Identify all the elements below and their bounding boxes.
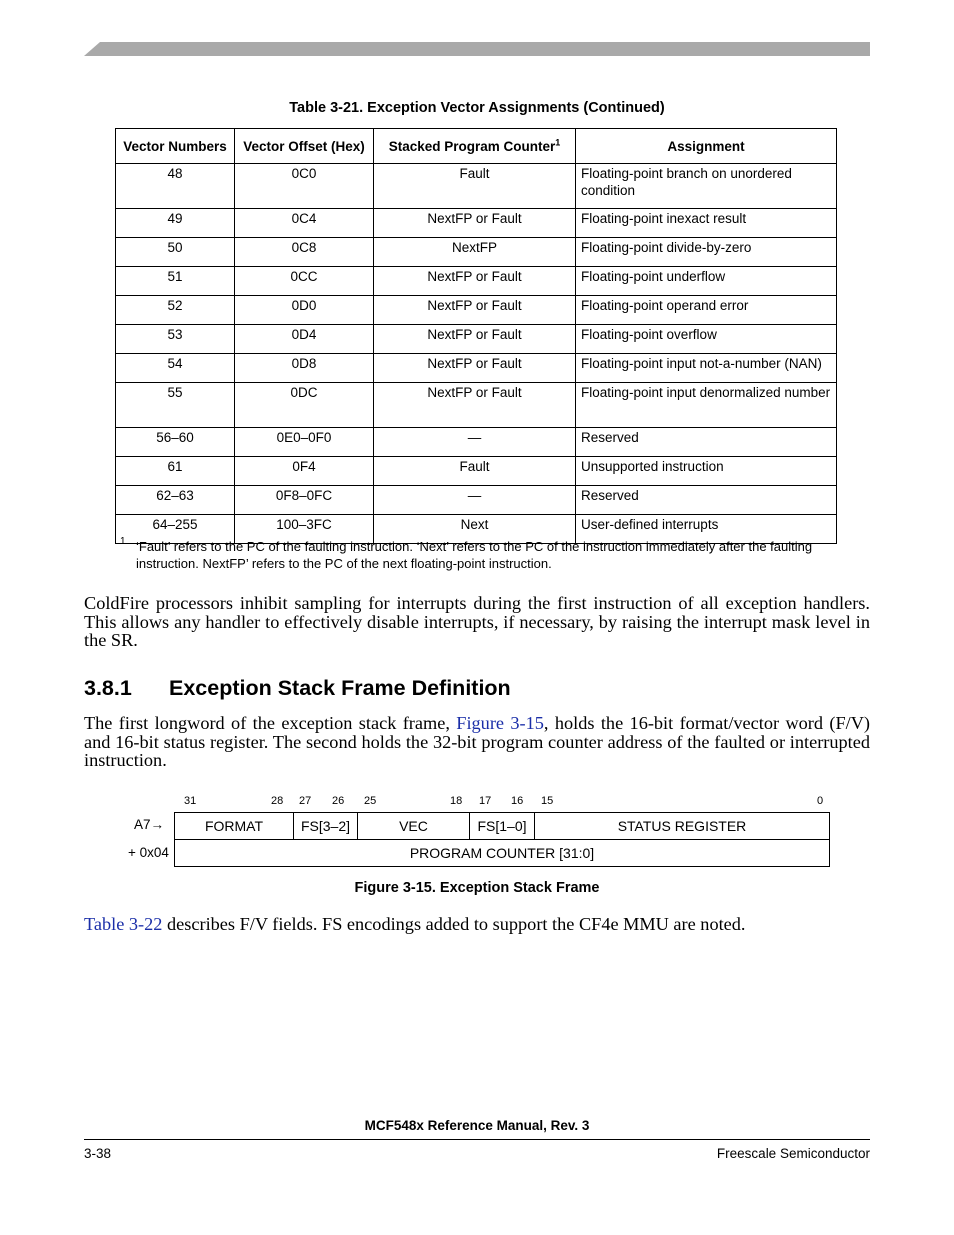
cell-offset: 0D4 bbox=[235, 325, 374, 354]
bit-number: 18 bbox=[450, 795, 463, 807]
exception-vector-table bbox=[115, 128, 837, 544]
cell-stacked-pc: Fault bbox=[374, 164, 576, 209]
bit-number: 31 bbox=[184, 795, 197, 807]
body-paragraph: ColdFire processors inhibit sampling for interrupts during the first instruction of all exception handlers. This allows any handler to effectively disable interrupts, if necessary, by raising the interrupt mask level in the SR. bbox=[84, 593, 870, 651]
cell-stacked-pc: NextFP or Fault bbox=[374, 267, 576, 296]
bit-number: 16 bbox=[511, 795, 524, 807]
cell-offset: 0F4 bbox=[235, 457, 374, 486]
section-title: Exception Stack Frame Definition bbox=[169, 676, 511, 700]
cell-assignment: Floating-point divide-by-zero bbox=[576, 238, 837, 267]
cell-stacked-pc: Fault bbox=[374, 457, 576, 486]
a7-pointer-label: A7→ bbox=[134, 817, 165, 832]
cell-stacked-pc: NextFP or Fault bbox=[374, 325, 576, 354]
cell-vector: 48 bbox=[116, 164, 235, 209]
cell-offset: 0D0 bbox=[235, 296, 374, 325]
cell-stacked-pc: NextFP or Fault bbox=[374, 209, 576, 238]
cell-offset: 0D8 bbox=[235, 354, 374, 383]
bit-number: 0 bbox=[817, 795, 824, 807]
cell-offset: 0C8 bbox=[235, 238, 374, 267]
header-vector-offset: Vector Offset (Hex) bbox=[235, 129, 374, 164]
table-3-22-link[interactable]: Table 3-22 bbox=[84, 914, 163, 934]
header-stacked-pc-label: Stacked Program Counter bbox=[388, 138, 556, 154]
page-number: 3-38 bbox=[84, 1146, 112, 1161]
table-footnote: ‘Fault’ refers to the PC of the faulting instruction. ‘Next’ refers to the PC of the instruction immediately after the faulting instruction. NextFP’ refers to the PC of the next floating-point instruction. bbox=[136, 539, 813, 571]
cell-stacked-pc: NextFP or Fault bbox=[374, 383, 576, 428]
cell-stacked-pc: Next bbox=[374, 515, 576, 544]
cell-assignment: Floating-point input denormalized number bbox=[576, 383, 837, 428]
cell-offset: 0E0–0F0 bbox=[235, 428, 374, 457]
body-paragraph-3 bbox=[84, 915, 870, 934]
bit-number: 17 bbox=[479, 795, 492, 807]
header-bar bbox=[84, 42, 870, 56]
cell-vector: 62–63 bbox=[116, 486, 235, 515]
field-vec: VEC bbox=[358, 813, 470, 839]
bit-number: 15 bbox=[541, 795, 554, 807]
footnote-mark: 1 bbox=[120, 536, 126, 547]
cell-stacked-pc: — bbox=[374, 486, 576, 515]
table-row bbox=[116, 383, 837, 428]
cell-stacked-pc: NextFP bbox=[374, 238, 576, 267]
footer-title: MCF548x Reference Manual, Rev. 3 bbox=[364, 1118, 590, 1133]
cell-assignment: Floating-point input not-a-number (NAN) bbox=[576, 354, 837, 383]
table-row bbox=[116, 267, 837, 296]
bit-number: 26 bbox=[332, 795, 345, 807]
cell-vector: 64–255 bbox=[116, 515, 235, 544]
cell-offset: 0C0 bbox=[235, 164, 374, 209]
cell-vector: 55 bbox=[116, 383, 235, 428]
cell-stacked-pc: NextFP or Fault bbox=[374, 296, 576, 325]
table-row bbox=[116, 428, 837, 457]
field-fs-1-0: FS[1–0] bbox=[470, 813, 535, 839]
cell-assignment: Floating-point inexact result bbox=[576, 209, 837, 238]
cell-offset: 0DC bbox=[235, 383, 374, 428]
cell-assignment: Unsupported instruction bbox=[576, 457, 837, 486]
bit-number: 27 bbox=[299, 795, 312, 807]
header-stacked-pc bbox=[374, 129, 576, 164]
footer-rule bbox=[84, 1139, 870, 1140]
cell-assignment: Reserved bbox=[576, 428, 837, 457]
cell-vector: 54 bbox=[116, 354, 235, 383]
table-row bbox=[116, 238, 837, 267]
footnote-ref: 1 bbox=[555, 137, 561, 147]
table-row bbox=[116, 354, 837, 383]
cell-vector: 50 bbox=[116, 238, 235, 267]
bit-number: 28 bbox=[271, 795, 284, 807]
cell-offset: 0C4 bbox=[235, 209, 374, 238]
cell-offset: 0F8–0FC bbox=[235, 486, 374, 515]
cell-assignment: Floating-point operand error bbox=[576, 296, 837, 325]
section-number: 3.8.1 bbox=[84, 676, 132, 700]
field-status-register: STATUS REGISTER bbox=[617, 818, 747, 834]
para2-text-before: The first longword of the exception stack frame, bbox=[84, 713, 457, 733]
table-caption: Table 3-21. Exception Vector Assignments (Continued) bbox=[289, 100, 665, 116]
table-row bbox=[116, 486, 837, 515]
table-row bbox=[116, 325, 837, 354]
cell-vector: 49 bbox=[116, 209, 235, 238]
field-format: FORMAT bbox=[175, 813, 294, 839]
stack-frame-row-1 bbox=[174, 812, 830, 840]
body-paragraph-2 bbox=[84, 714, 870, 770]
cell-stacked-pc: — bbox=[374, 428, 576, 457]
cell-vector: 53 bbox=[116, 325, 235, 354]
cell-assignment: Reserved bbox=[576, 486, 837, 515]
cell-vector: 51 bbox=[116, 267, 235, 296]
figure-3-15-link[interactable]: Figure 3-15 bbox=[456, 713, 544, 733]
cell-assignment: User-defined interrupts bbox=[576, 515, 837, 544]
bit-number: 25 bbox=[364, 795, 377, 807]
field-program-counter: PROGRAM COUNTER [31:0] bbox=[409, 845, 595, 861]
table-row bbox=[116, 164, 837, 209]
cell-vector: 61 bbox=[116, 457, 235, 486]
para3-text: describes F/V fields. FS encodings added to support the CF4e MMU are noted. bbox=[162, 914, 746, 934]
field-fs-3-2: FS[3–2] bbox=[294, 813, 358, 839]
cell-assignment: Floating-point overflow bbox=[576, 325, 837, 354]
table-row bbox=[116, 457, 837, 486]
section-heading bbox=[84, 676, 511, 701]
table-row bbox=[116, 209, 837, 238]
figure-caption: Figure 3-15. Exception Stack Frame bbox=[354, 880, 600, 896]
cell-stacked-pc: NextFP or Fault bbox=[374, 354, 576, 383]
cell-offset: 0CC bbox=[235, 267, 374, 296]
cell-vector: 52 bbox=[116, 296, 235, 325]
header-vector-numbers: Vector Numbers bbox=[116, 129, 235, 164]
cell-vector: 56–60 bbox=[116, 428, 235, 457]
table-row bbox=[116, 296, 837, 325]
cell-assignment: Floating-point branch on unordered condition bbox=[576, 164, 837, 209]
company-name: Freescale Semiconductor bbox=[716, 1146, 870, 1161]
stack-frame-row-2 bbox=[174, 839, 830, 867]
cell-assignment: Floating-point underflow bbox=[576, 267, 837, 296]
header-assignment: Assignment bbox=[576, 129, 837, 164]
cell-offset: 100–3FC bbox=[235, 515, 374, 544]
offset-label: + 0x04 bbox=[128, 845, 169, 860]
para2-text-after: , holds the 16-bit format/vector word (F/V) and 16-bit status register. The second holds the 32-bit program counter address of the faulted or interrupted instruction. bbox=[84, 713, 871, 771]
table-header-row bbox=[116, 129, 837, 164]
